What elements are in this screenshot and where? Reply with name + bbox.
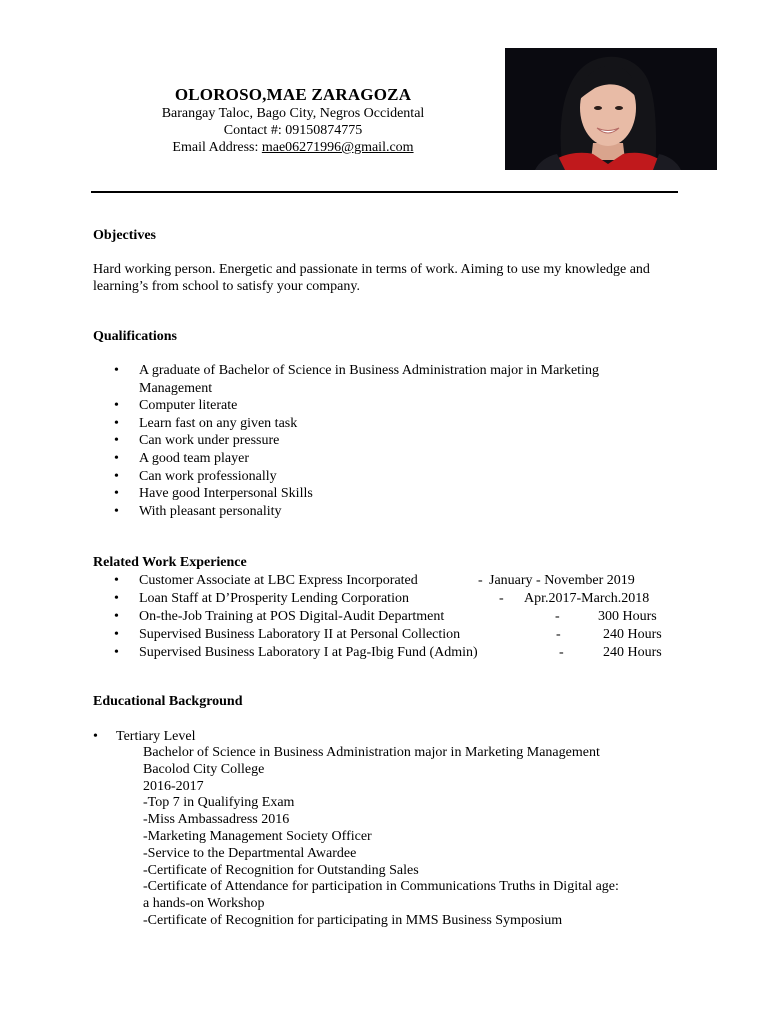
bullet-icon: •	[114, 591, 119, 606]
achievement-item: -Marketing Management Society Officer	[143, 828, 372, 844]
achievement-item: -Certificate of Recognition for Outstanding Sales	[143, 862, 419, 878]
email-line	[90, 139, 496, 156]
qualifications-list	[93, 362, 673, 520]
achievement-item: -Miss Ambassadress 2016	[143, 812, 290, 828]
qualifications-heading: Qualifications	[93, 329, 178, 344]
email-label: Email Address:	[172, 140, 262, 155]
bullet-icon: •	[114, 573, 119, 588]
bullet-icon: •	[114, 645, 119, 660]
work-item	[93, 644, 683, 662]
profile-photo	[505, 48, 717, 170]
achievement-item: -Certificate of Recognition for participating in MMS Business Symposium	[143, 912, 563, 928]
bullet-icon: •	[93, 729, 98, 744]
work-title: Supervised Business Laboratory II at Personal Collection	[139, 627, 461, 642]
achievement-item: -Top 7 in Qualifying Exam	[143, 795, 295, 811]
applicant-name: OLOROSO,MAE ZARAGOZA	[174, 85, 412, 104]
contact-line: Contact #: 09150874775	[223, 123, 363, 138]
work-item	[93, 626, 683, 644]
work-dash: -	[556, 627, 561, 642]
email-link[interactable]: mae06271996@gmail.com	[261, 140, 414, 155]
resume-header	[90, 86, 496, 156]
work-dash: -	[478, 573, 483, 588]
list-item: • A good team player	[93, 450, 673, 468]
education-details	[143, 745, 683, 930]
education-level: Tertiary Level	[116, 729, 196, 744]
list-item: • Have good Interpersonal Skills	[93, 485, 673, 503]
work-item	[93, 572, 683, 590]
work-title: Supervised Business Laboratory I at Pag-Ibig Fund (Admin)	[139, 645, 478, 660]
degree: Bachelor of Science in Business Administration major in Marketing Management	[143, 745, 600, 760]
school-years: 2016-2017	[143, 778, 204, 794]
work-item	[93, 590, 683, 608]
work-dash: -	[499, 591, 504, 606]
work-experience-list	[93, 572, 683, 662]
work-period: January - November 2019	[489, 573, 635, 588]
education-heading: Educational Background	[93, 694, 243, 709]
list-item: • Computer literate	[93, 397, 673, 415]
bullet-icon: •	[114, 627, 119, 642]
work-dash: -	[555, 609, 560, 624]
list-item: • A graduate of Bachelor of Science in Business Administration major in Marketing Management	[93, 362, 673, 397]
list-item: • Can work professionally	[93, 468, 673, 486]
work-dash: -	[559, 645, 564, 660]
work-title: On-the-Job Training at POS Digital-Audit Department	[139, 609, 445, 624]
bullet-icon: •	[114, 609, 119, 624]
objectives-heading: Objectives	[93, 228, 156, 243]
list-item: • With pleasant personality	[93, 503, 673, 521]
list-item: • Learn fast on any given task	[93, 415, 673, 433]
objectives-text: Hard working person. Energetic and passionate in terms of work. Aiming to use my knowledge and learning’s from school to satisfy your company.	[93, 262, 650, 294]
achievement-item: a hands-on Workshop	[143, 896, 265, 912]
list-item: • Can work under pressure	[93, 432, 673, 450]
achievement-item: -Service to the Departmental Awardee	[143, 845, 357, 861]
work-title: Customer Associate at LBC Express Incorporated	[139, 573, 418, 588]
work-period: 300 Hours	[598, 609, 657, 624]
work-title: Loan Staff at D’Prosperity Lending Corporation	[139, 591, 409, 606]
address-line: Barangay Taloc, Bago City, Negros Occidental	[161, 106, 425, 121]
work-period: 240 Hours	[603, 645, 662, 660]
profile-photo-drawing	[505, 48, 717, 170]
work-period: 240 Hours	[603, 627, 662, 642]
work-item	[93, 608, 683, 626]
achievement-item: -Certificate of Attendance for participation in Communications Truths in Digital age:	[143, 879, 619, 895]
header-divider	[91, 191, 678, 193]
work-period: Apr.2017-March.2018	[524, 591, 650, 606]
work-experience-heading: Related Work Experience	[93, 555, 247, 570]
school-name: Bacolod City College	[143, 761, 265, 777]
